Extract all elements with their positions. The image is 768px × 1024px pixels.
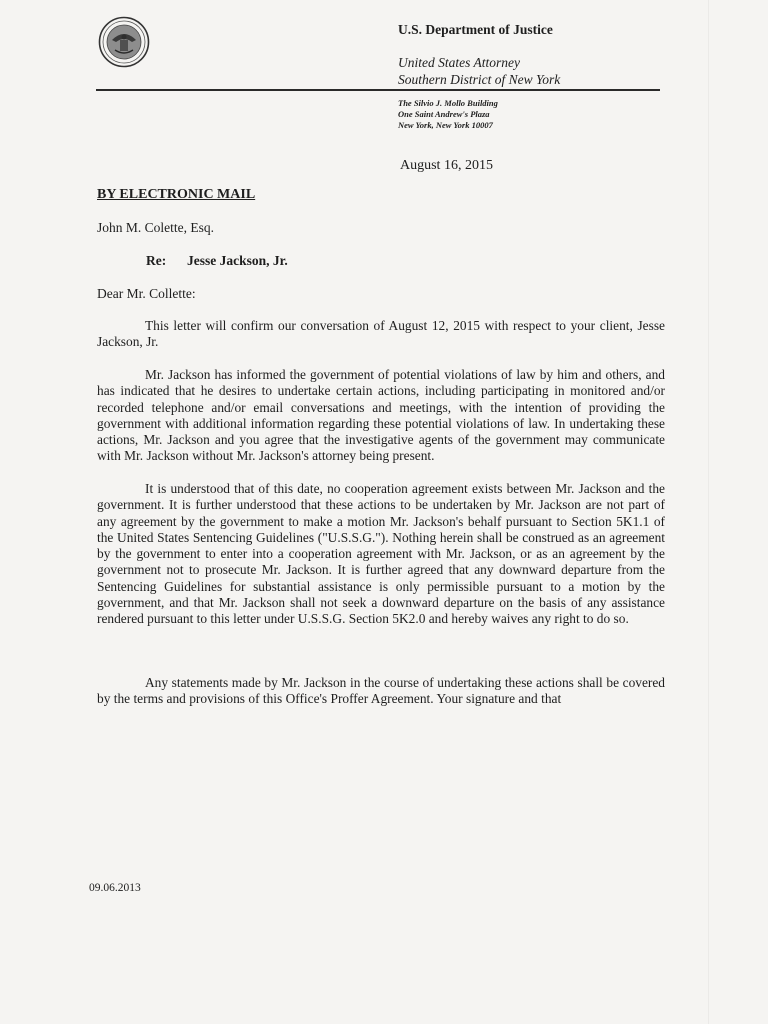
department-name: U.S. Department of Justice: [398, 22, 553, 37]
letterhead-divider: [96, 89, 660, 91]
office-name: [398, 54, 560, 88]
office-line-2: Southern District of New York: [398, 72, 561, 87]
office-line-1: United States Attorney: [398, 55, 520, 70]
doj-seal-icon: [98, 16, 150, 68]
body-paragraph-4: Any statements made by Mr. Jackson in the course of undertaking these actions shall be covered by the terms and provisions of this Office's Proffer Agreement. Your signature and that: [97, 675, 665, 707]
body-paragraph-1: This letter will confirm our conversation of August 12, 2015 with respect to your client, Jesse Jackson, Jr.: [97, 318, 665, 350]
re-label: Re:: [146, 253, 167, 268]
body-paragraph-2: Mr. Jackson has informed the government of potential violations of law by him and others, and has indicated that he desires to undertake certain actions, including participating in monitored and/or recorded telephone and/or email conversations and meetings, with the intention of providing the government with additional information regarding these potential violations of law. In undertaking these actions, Mr. Jackson and you agree that the investigative agents of the government may communicate with Mr. Jackson without Mr. Jackson's attorney being present.: [97, 367, 665, 464]
body-paragraph-3: It is understood that of this date, no cooperation agreement exists between Mr. Jackson and the government. It is further understood that these actions to be undertaken by Mr. Jackson are not part of any agreement by the government to make a motion Mr. Jackson's behalf pursuant to Section 5K1.1 of the United States Sentencing Guidelines ("U.S.S.G."). Nothing herein shall be construed as an agreement by the government to enter into a cooperation agreement with Mr. Jackson, or as an agreement by the government not to prosecute Mr. Jackson. It is further agreed that any downward departure from the Sentencing Guidelines for substantial assistance is only permissible pursuant to a motion by the government, and that Mr. Jackson shall not seek a downward departure on the basis of any assistance rendered pursuant to this letter under U.S.S.G. Section 5K2.0 and hereby waives any right to do so.: [97, 481, 665, 627]
re-subject: Jesse Jackson, Jr.: [187, 253, 288, 268]
office-address: [398, 98, 498, 131]
salutation: Dear Mr. Collette:: [97, 286, 196, 301]
delivery-method: BY ELECTRONIC MAIL: [97, 187, 256, 202]
address-line-3: New York, New York 10007: [398, 120, 493, 130]
letter-date: August 16, 2015: [400, 158, 493, 173]
footer-code: 09.06.2013: [89, 882, 141, 894]
scan-fold-line: [708, 0, 709, 1024]
recipient-name: John M. Colette, Esq.: [97, 220, 214, 235]
address-line-1: The Silvio J. Mollo Building: [398, 98, 498, 108]
address-line-2: One Saint Andrew's Plaza: [398, 109, 490, 119]
